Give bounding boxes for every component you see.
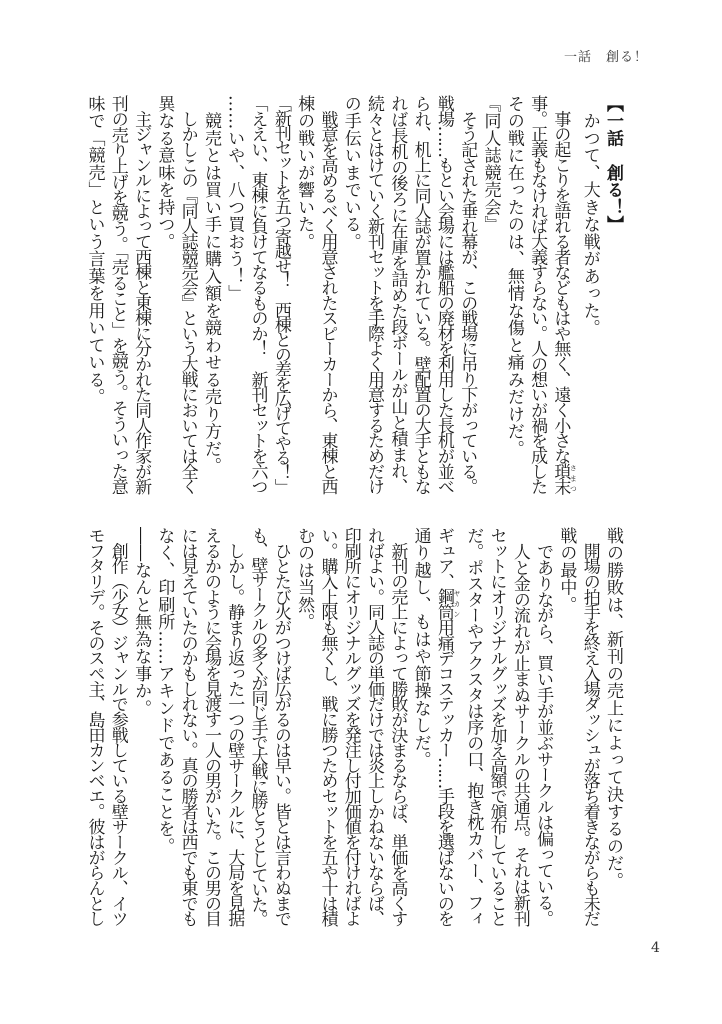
text-segment: 異なる意味を持つ。 [154,95,175,251]
text-segment: 通り越し、もはや節操なしだ。 [410,527,431,769]
text-line [362,527,385,931]
line-content [556,527,576,613]
text-segment: 創作（少女）ジャンルで参戦している壁サークル、イツ [107,527,128,926]
text-segment: しかしこの『同人誌競売会』という大戦においては全く [177,95,198,494]
text-segment: 戦の最中。 [556,527,577,614]
line-content [580,527,600,926]
line-content [131,95,151,494]
line-content [411,95,431,494]
text-segment: 戦意を高めるべく用意されたスピーカーから、東棟と西 [317,95,338,494]
line-content [224,95,244,302]
line-content [154,95,174,250]
text-block-bottom [82,527,624,931]
line-content [248,95,268,494]
page-number: 4 [651,940,660,956]
line-content [131,527,151,717]
text-line [105,95,128,499]
line-content [527,95,547,494]
text-segment: 競売とは買い手に購入額を競わせる売り方だ。 [200,95,221,475]
text-segment: その戦に在ったのは、無情な傷と痛みだけだ。 [503,95,524,458]
text-line [292,95,315,499]
line-content [387,95,407,494]
text-line [175,95,198,499]
text-segment: でありながら、買い手が並ぶサークルは偏っている。 [533,527,554,926]
text-segment: ひとたび火がつけば広がるのは早い。皆とは言わぬまで [270,527,291,926]
text-segment: 「新刊セットを五つ寄越せ！ 西棟との差を広げてやる！」 [270,95,291,494]
ruby-annotation: 瑣末 さまつ [550,462,578,494]
text-line [548,95,577,499]
text-segment: 印刷所にオリジナルグッズを発注し付加価値を付ければよ [340,527,361,926]
text-line [385,95,408,499]
text-segment: 新刊の売上によって勝敗が決まるならば、単価を高くす [387,527,408,926]
line-content [201,527,221,926]
line-content [364,95,384,494]
text-line [484,527,507,931]
text-line [292,527,315,931]
text-segment: なく、印刷所……アキンドであることを。 [154,527,175,855]
text-line [175,527,198,931]
text-line [269,527,292,931]
text-line [525,95,548,499]
text-segment: には見えていたのかもしれない。真の勝者は西でも東でも [177,527,198,926]
line-content [154,527,174,855]
ruby-reading: さまつ [569,462,578,494]
text-line [315,527,338,931]
text-line [245,527,268,931]
text-segment: 「ええい、東棟に負けてなるものか！ 新刊セットを六つ [247,95,268,494]
text-line [531,527,554,931]
text-line [408,527,431,931]
line-content [271,527,291,926]
text-line [508,527,531,931]
text-line [105,527,128,931]
text-line [338,527,361,931]
line-content [271,95,291,494]
line-content [433,527,461,926]
line-content [550,95,578,494]
text-segment: えるかのように会場を見渡す一人の男がいた。この男の目 [200,527,221,926]
text-line [577,95,600,499]
line-content [580,95,600,337]
text-segment: 用痛デコステッカー……手段を選ばないのを [433,619,454,926]
text-line [315,95,338,499]
chapter-heading [601,95,624,499]
text-segment: の手伝いまでいる。 [340,95,361,251]
text-line [199,527,222,931]
line-content [533,527,553,926]
line-content [457,95,477,494]
text-segment: モフタリデ。そのスペ主、島田カンベエ。彼はがらんとし [84,527,105,926]
line-content [504,95,524,457]
text-segment: だ。ポスターやアクスタは序の口、抱き枕カバー、フィ [463,527,484,926]
line-content [224,527,244,926]
text-line [82,95,105,499]
line-content [294,95,314,250]
text-segment: られ、机上に同人誌が置かれている。壁配置の大手ともな [410,95,431,494]
text-line [245,95,268,499]
text-segment: そう記された垂れ幕が、この戦場に吊り下がっている。 [457,95,478,494]
text-line [129,95,152,499]
text-line [222,527,245,931]
text-segment: むのは当然。 [294,527,315,631]
text-line [461,527,484,931]
text-segment: セットにオリジナルグッズを加え高額で頒布していること [486,527,507,926]
line-content [178,95,198,494]
text-line [408,95,431,499]
text-line [385,527,408,931]
line-content [108,95,128,494]
line-content [341,95,361,250]
line-content [481,95,501,233]
text-segment: 【一話 創る！】 [603,95,623,233]
line-content [603,95,623,233]
text-segment: 主ジャンルによって西棟と東棟に分かれた同人作家が新 [131,95,152,494]
text-segment: 事の起こりを語れる者などもはや無く、遠く小さな [550,95,571,463]
running-title: 一話 創る！ [563,50,648,65]
text-segment: 味で「競売」という言葉を用いている。 [84,95,105,406]
text-segment: 『同人誌競売会』 [480,95,501,233]
text-line [455,95,478,499]
line-content [317,95,337,494]
line-content [108,527,128,926]
text-line [152,95,175,499]
text-segment: かつて、大きな戦があった。 [579,95,600,337]
line-content [201,95,221,475]
ruby-annotation: 鋼筒 ヤカン [433,588,461,619]
text-line [554,527,577,931]
text-line [362,95,385,499]
text-line [152,527,175,931]
text-segment: ……いや、八つ買おう！」 [224,95,245,302]
line-content [341,527,361,926]
text-line [601,527,624,931]
text-line [222,95,245,499]
text-line [432,95,455,499]
text-segment: しかし。静まり返った一つの壁サークルに、大局を見据 [224,527,245,926]
line-content [510,527,530,926]
text-line [82,527,105,931]
line-content [387,527,407,926]
line-content [294,527,314,631]
text-line [129,527,152,931]
line-content [411,527,431,769]
text-segment: れば長机の後ろに在庫を詰めた段ボールが山と積まれ、 [387,95,408,494]
text-line [269,95,292,499]
text-line [338,95,361,499]
text-line [199,95,222,499]
line-content [364,527,384,926]
text-line [577,527,600,931]
text-segment: 戦場……もとい会場には艦船の廃材を利用した長机が並べ [433,95,454,494]
text-segment: 人と金の流れが止まぬサークルの共通点。それは新刊 [509,527,530,926]
line-content [487,527,507,926]
text-segment: 棟の戦いが響いた。 [294,95,315,251]
text-segment: 戦の勝敗は、新刊の売上によって決するのだ。 [603,527,623,890]
text-segment: も、壁サークルの多くが同じ手で大戦に勝とうとしていた。 [247,527,268,926]
line-content [434,95,454,494]
text-segment: 刊の売り上げを競う。「売ること」を競う。そういった意 [107,95,128,494]
text-segment: ――なんと無為な事か。 [131,527,152,717]
line-content [178,527,198,926]
text-segment: ギュア、 [433,527,454,589]
text-segment: ればよい。同人誌の単価だけでは炎上しかねないならば、 [364,527,385,926]
line-content [603,527,623,889]
ruby-reading: ヤカン [452,588,461,619]
text-segment: 開場の拍手を終え入場ダッシュが落ち着きながらも未だ [579,527,600,926]
line-content [84,95,104,406]
text-segment: い。購入上限も無くし、戦に勝つためセットを五や十は積 [317,527,338,926]
text-line [478,95,501,499]
line-content [317,527,337,926]
line-content [248,527,268,926]
line-content [84,527,104,926]
text-block-top [82,95,624,499]
text-segment: 事。正義もなければ大義すらない。人の想いが禍を成した [527,95,548,494]
text-line [502,95,525,499]
text-line [432,527,461,931]
line-content [463,527,483,926]
text-segment: 続々とはけていく新刊セットを手際よく用意するためだけ [364,95,385,494]
